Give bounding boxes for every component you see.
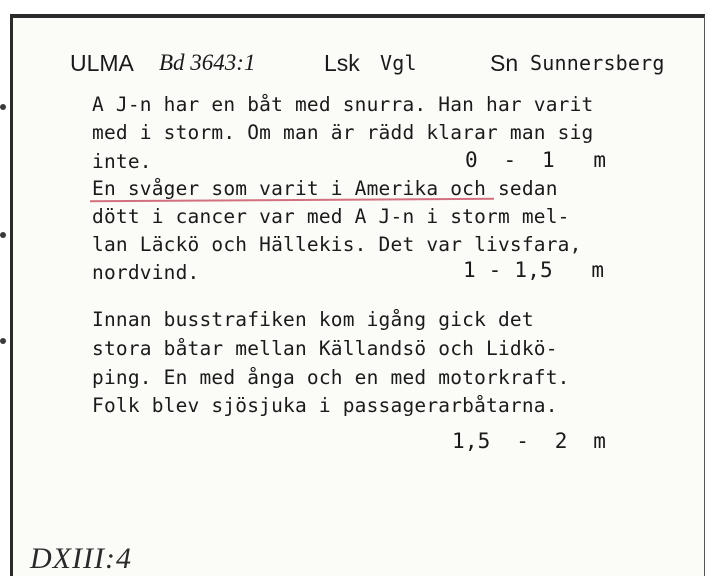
record-number: Bd 3643:1 bbox=[159, 50, 256, 75]
depth-measure-1: 0 - 1 m bbox=[465, 148, 607, 172]
paragraph-3-line-1: Innan busstrafiken kom igång gick det bbox=[92, 308, 534, 331]
paragraph-1-line-2: med i storm. Om man är rädd klarar man sig bbox=[92, 121, 594, 144]
sn-label: Sn bbox=[490, 50, 519, 76]
paragraph-2-line-3: lan Läckö och Hällekis. Det var livsfara, bbox=[92, 233, 582, 256]
margin-dot bbox=[0, 232, 6, 238]
paragraph-3-line-4: Folk blev sjösjuka i passagerarbåtarna. bbox=[92, 394, 558, 417]
paragraph-2-line-4: nordvind. bbox=[92, 261, 200, 284]
margin-dot bbox=[0, 338, 6, 344]
paragraph-3-line-2: stora båtar mellan Källandsö och Lidkö- bbox=[92, 337, 558, 360]
margin-dot bbox=[0, 104, 6, 110]
top-margin bbox=[0, 0, 713, 10]
depth-measure-2: 1 - 1,5 m bbox=[463, 258, 605, 282]
lsk-label: Lsk bbox=[324, 50, 360, 76]
paragraph-1-line-3: inte. bbox=[92, 150, 152, 173]
handwritten-catalog-number: DXIII:4 bbox=[30, 542, 132, 575]
sn-value: Sunnersberg bbox=[530, 51, 665, 75]
lsk-value: Vgl bbox=[380, 51, 417, 75]
paragraph-2-line-1: En svåger som varit i Amerika och sedan bbox=[92, 177, 558, 200]
paragraph-1-line-1: A J-n har en båt med snurra. Han har varit bbox=[92, 93, 594, 116]
depth-measure-3: 1,5 - 2 m bbox=[452, 429, 607, 453]
paragraph-3-line-3: ping. En med ånga och en med motorkraft. bbox=[92, 366, 570, 389]
paragraph-2-line-2: dött i cancer var med A J-n i storm mel- bbox=[92, 205, 570, 228]
archive-code: ULMA bbox=[70, 50, 134, 76]
